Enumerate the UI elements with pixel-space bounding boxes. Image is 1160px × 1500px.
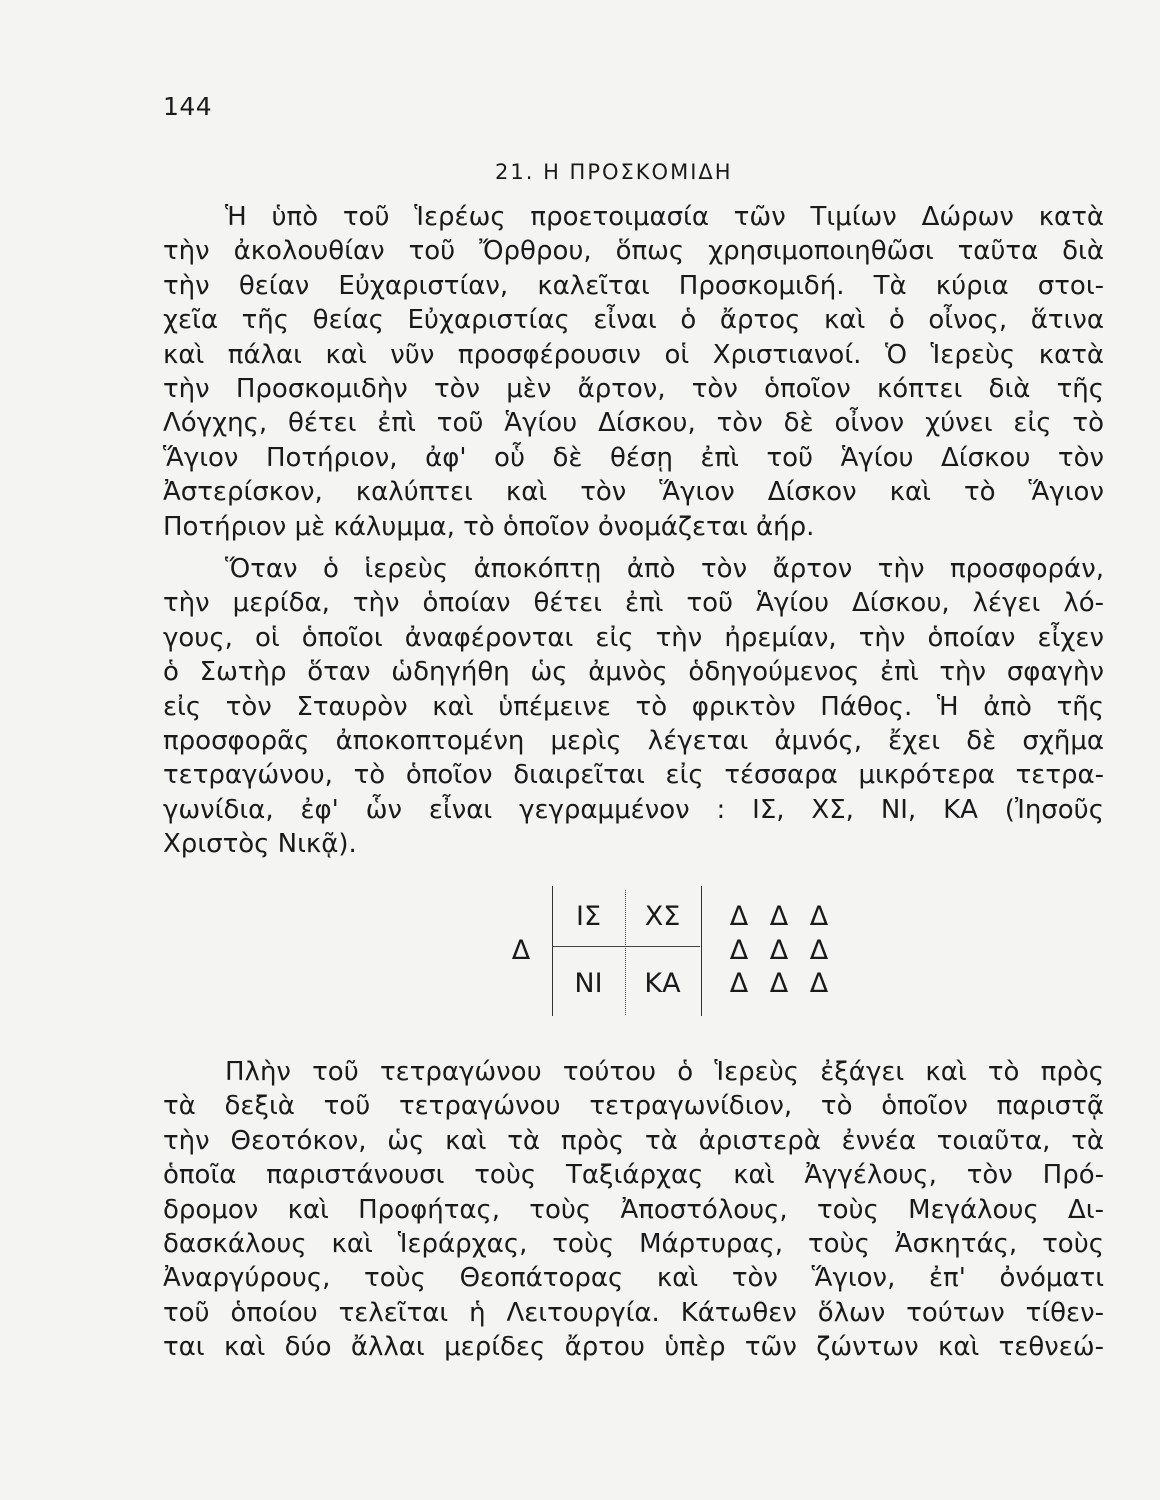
text-line: ὁποῖα παριστάνουσι τοὺς Ταξιάρχας καὶ Ἀγγέλους, τὸν Πρό- [163, 1160, 1104, 1191]
text-line: Λόγχης, θέτει ἐπὶ τοῦ Ἁγίου Δίσκου, τὸν δὲ οἶνον χύνει εἰς τὸ [163, 408, 1104, 439]
text-line: εἰς τὸν Σταυρὸν καὶ ὑπέμεινε τὸ φρικτὸν Πάθος. Ἡ ἀπὸ τῆς [163, 691, 1104, 722]
text-line: τὴν θείαν Εὐχαριστίαν, καλεῖται Προσκομιδή. Τὰ κύρια στοι- [163, 270, 1104, 301]
text-line: χεῖα τῆς θείας Εὐχαριστίας εἶναι ὁ ἄρτος καὶ ὁ οἶνος, ἅτινα [163, 305, 1104, 336]
triangle-mark: Δ [769, 901, 789, 932]
text-line: τὴν Θεοτόκον, ὡς καὶ τὰ πρὸς τὰ ἀριστερὰ ἐννέα τοιαῦτα, τὰ [163, 1125, 1104, 1156]
chapter-title: 21. Η ΠΡΟΣΚΟΜΙΔΗ [495, 160, 733, 184]
prosphora-diagram [480, 880, 840, 1020]
text-line: τὴν Προσκομιδὴν τὸν μὲν ἄρτον, τὸν ὁποῖον κόπτει διὰ τῆς [163, 373, 1104, 404]
theotokos-marker: Δ [511, 935, 531, 966]
triangle-mark: Δ [809, 968, 829, 999]
text-line: ται καὶ δύο ἄλλαι μερίδες ἄρτου ὑπὲρ τῶν ζώντων καὶ τεθνεώ- [163, 1332, 1104, 1363]
text-line: Χριστὸς Νικᾷ). [163, 829, 357, 860]
text-line: τετραγώνου, τὸ ὁποῖον διαιρεῖται εἰς τέσσαρα μικρότερα τετρα- [163, 760, 1104, 791]
paragraph-3 [163, 1055, 1104, 1365]
paragraph-1 [163, 200, 1104, 544]
text-line: Ποτήριον μὲ κάλυμμα, τὸ ὁποῖον ὀνομάζεται ἀήρ. [163, 511, 815, 542]
text-line: δρομον καὶ Προφήτας, τοὺς Ἀποστόλους, τοὺς Μεγάλους Δι- [163, 1194, 1104, 1225]
text-line: Πλὴν τοῦ τετραγώνου τούτου ὁ Ἱερεὺς ἐξάγει καὶ τὸ πρὸς [225, 1057, 1104, 1087]
text-line: προσφορᾶς ἀποκοπτομένη μερὶς λέγεται ἀμνός, ἔχει δὲ σχῆμα [163, 725, 1104, 756]
triangle-mark: Δ [769, 935, 789, 966]
diagram-cell-xs: ΧΣ [644, 901, 681, 932]
triangle-mark: Δ [809, 935, 829, 966]
triangle-mark: Δ [729, 968, 749, 999]
text-line: γους, οἱ ὁποῖοι ἀναφέρονται εἰς τὴν ἠρεμίαν, τὴν ὁποίαν εἶχεν [163, 622, 1104, 653]
text-line: Ἡ ὑπὸ τοῦ Ἱερέως προετοιμασία τῶν Τιμίων Δώρων κατὰ [225, 202, 1104, 232]
page-number: 144 [163, 92, 213, 121]
text-line: τὰ δεξιὰ τοῦ τετραγώνου τετραγωνίδιον, τὸ ὁποῖον παριστᾷ [163, 1091, 1104, 1122]
text-line: Ἅγιον Ποτήριον, ἀφ' οὗ δὲ θέσῃ ἐπὶ τοῦ Ἁγίου Δίσκου τὸν [163, 442, 1104, 473]
text-line: καὶ πάλαι καὶ νῦν προσφέρουσιν οἱ Χριστιανοί. Ὁ Ἱερεὺς κατὰ [163, 339, 1104, 370]
text-line: γωνίδια, ἐφ' ὧν εἶναι γεγραμμένον : ΙΣ, ΧΣ, ΝΙ, ΚΑ (Ἰησοῦς [163, 794, 1104, 825]
text-line: Ἀστερίσκον, καλύπτει καὶ τὸν Ἅγιον Δίσκον καὶ τὸ Ἅγιον [163, 477, 1104, 508]
diagram-cell-ka: ΚΑ [644, 968, 681, 999]
diagram-cell-ni: ΝΙ [574, 968, 603, 999]
text-line: τὴν ἀκολουθίαν τοῦ Ὄρθρου, ὅπως χρησιμοποιηθῶσι ταῦτα διὰ [163, 236, 1104, 267]
text-line: δασκάλους καὶ Ἱεράρχας, τοὺς Μάρτυρας, τοὺς Ἀσκητάς, τοὺς [163, 1228, 1104, 1259]
text-line: Ὅταν ὁ ἱερεὺς ἀποκόπτῃ ἀπὸ τὸν ἄρτον τὴν προσφοράν, [225, 554, 1104, 584]
paragraph-2 [163, 552, 1104, 862]
triangle-mark: Δ [729, 901, 749, 932]
text-line: τοῦ ὁποίου τελεῖται ἡ Λειτουργία. Κάτωθεν ὅλων τούτων τίθεν- [163, 1297, 1104, 1328]
diagram-cell-is: ΙΣ [575, 901, 602, 932]
text-line: ὁ Σωτὴρ ὅταν ὡδηγήθη ὡς ἀμνὸς ὁδηγούμενος ἐπὶ τὴν σφαγὴν [163, 657, 1104, 688]
triangle-mark: Δ [769, 968, 789, 999]
triangle-mark: Δ [729, 935, 749, 966]
diagram-horizontal-divider [552, 946, 700, 947]
text-line: Ἀναργύρους, τοὺς Θεοπάτορας καὶ τὸν Ἅγιον, ἐπ' ὀνόματι [163, 1263, 1104, 1294]
text-line: τὴν μερίδα, τὴν ὁποίαν θέτει ἐπὶ τοῦ Ἁγίου Δίσκου, λέγει λό- [163, 588, 1104, 619]
triangle-mark: Δ [809, 901, 829, 932]
